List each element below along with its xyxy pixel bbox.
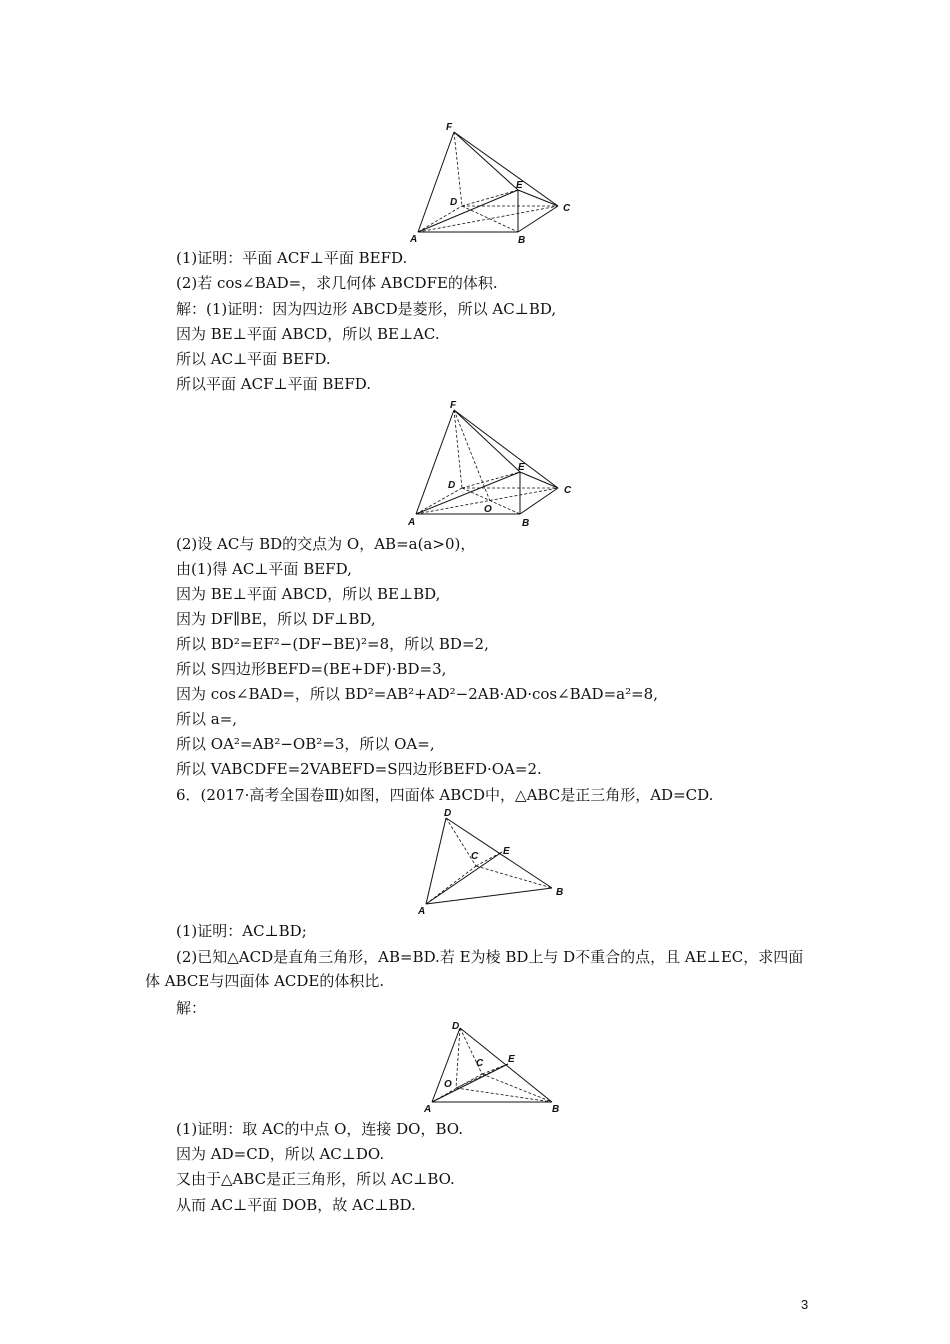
figure-4-diagram	[418, 1018, 568, 1116]
fig1-label-d: D	[450, 197, 458, 208]
figure-3	[414, 806, 574, 922]
question-6: 6．(2017·高考全国卷Ⅲ)如图，四面体 ABCD中，△ABC是正三角形，AD=CD.	[176, 786, 714, 804]
fig3-label-e: E	[503, 846, 510, 857]
fig2-label-f: F	[450, 400, 457, 411]
figure-3-diagram	[414, 806, 574, 918]
text-line: 所以 BD²=EF²−(DF−BE)²=8，所以 BD=2,	[176, 635, 489, 653]
text-line: (2)已知△ACD是直角三角形，AB=BD.若 E为棱 BD上与 D不重合的点，且 AE⊥EC，求四面体 ABCE与四面体 ACDE的体积比.	[145, 948, 804, 990]
figure-1-diagram	[408, 120, 588, 250]
text-line: 解：	[176, 999, 207, 1017]
text-line: 因为 BE⊥平面 ABCD，所以 BE⊥BD,	[176, 585, 441, 603]
text-line: (1)证明：取 AC的中点 O，连接 DO，BO.	[176, 1120, 463, 1138]
fig1-label-f: F	[446, 122, 453, 133]
text-line: (1)证明：AC⊥BD;	[176, 922, 307, 940]
fig4-label-e: E	[508, 1054, 515, 1065]
figure-1	[408, 120, 588, 254]
fig1-label-a: A	[410, 234, 418, 245]
text-line: (2)设 AC与 BD的交点为 O，AB=a(a>0)，	[176, 535, 476, 553]
fig2-label-d: D	[448, 480, 456, 491]
fig3-label-c: C	[471, 851, 479, 862]
figure-2	[406, 398, 588, 534]
text-line: 所以平面 ACF⊥平面 BEFD.	[176, 375, 372, 393]
fig4-label-d: D	[452, 1021, 460, 1032]
text-line: 从而 AC⊥平面 DOB，故 AC⊥BD.	[176, 1196, 416, 1214]
text-line: 因为 cos∠BAD=，所以 BD²=AB²+AD²−2AB·AD·cos∠BAD=a²=8,	[176, 685, 658, 703]
fig3-label-d: D	[444, 808, 452, 819]
text-line: 由(1)得 AC⊥平面 BEFD,	[176, 560, 352, 578]
fig3-label-b: B	[556, 887, 564, 898]
text-line: (1)证明：平面 ACF⊥平面 BEFD.	[176, 249, 408, 267]
fig2-label-o: O	[484, 504, 492, 515]
text-line: 所以 S四边形BEFD=(BE+DF)·BD=3,	[176, 660, 447, 678]
question-6-part-2	[145, 945, 805, 993]
fig2-label-c: C	[564, 485, 572, 496]
fig2-label-b: B	[522, 518, 530, 529]
fig1-label-e: E	[516, 180, 523, 191]
text-line: 所以 AC⊥平面 BEFD.	[176, 350, 331, 368]
figure-2-diagram	[406, 398, 588, 530]
text-line: 因为 DF∥BE，所以 DF⊥BD,	[176, 610, 376, 628]
text-line: 所以 a=,	[176, 710, 238, 728]
fig4-label-b: B	[552, 1104, 560, 1115]
figure-4	[418, 1018, 568, 1120]
fig1-label-b: B	[518, 235, 526, 246]
fig4-label-a: A	[424, 1104, 432, 1115]
text-line: 解：(1)证明：因为四边形 ABCD是菱形，所以 AC⊥BD,	[176, 300, 557, 318]
text-line: (2)若 cos∠BAD=，求几何体 ABCDFE的体积.	[176, 274, 498, 292]
fig4-label-c: C	[476, 1058, 484, 1069]
text-line: 所以 OA²=AB²−OB²=3，所以 OA=,	[176, 735, 435, 753]
fig2-label-e: E	[518, 462, 525, 473]
fig3-label-a: A	[418, 906, 426, 917]
fig4-label-o: O	[444, 1079, 452, 1090]
text-line: 因为 AD=CD，所以 AC⊥DO.	[176, 1145, 385, 1163]
page-number: 3	[801, 1297, 809, 1312]
fig2-label-a: A	[408, 517, 416, 528]
text-line: 所以 VABCDFE=2VABEFD=S四边形BEFD·OA=2.	[176, 760, 542, 778]
text-line: 又由于△ABC是正三角形，所以 AC⊥BO.	[176, 1170, 455, 1188]
text-line: 因为 BE⊥平面 ABCD，所以 BE⊥AC.	[176, 325, 440, 343]
fig1-label-c: C	[563, 203, 571, 214]
